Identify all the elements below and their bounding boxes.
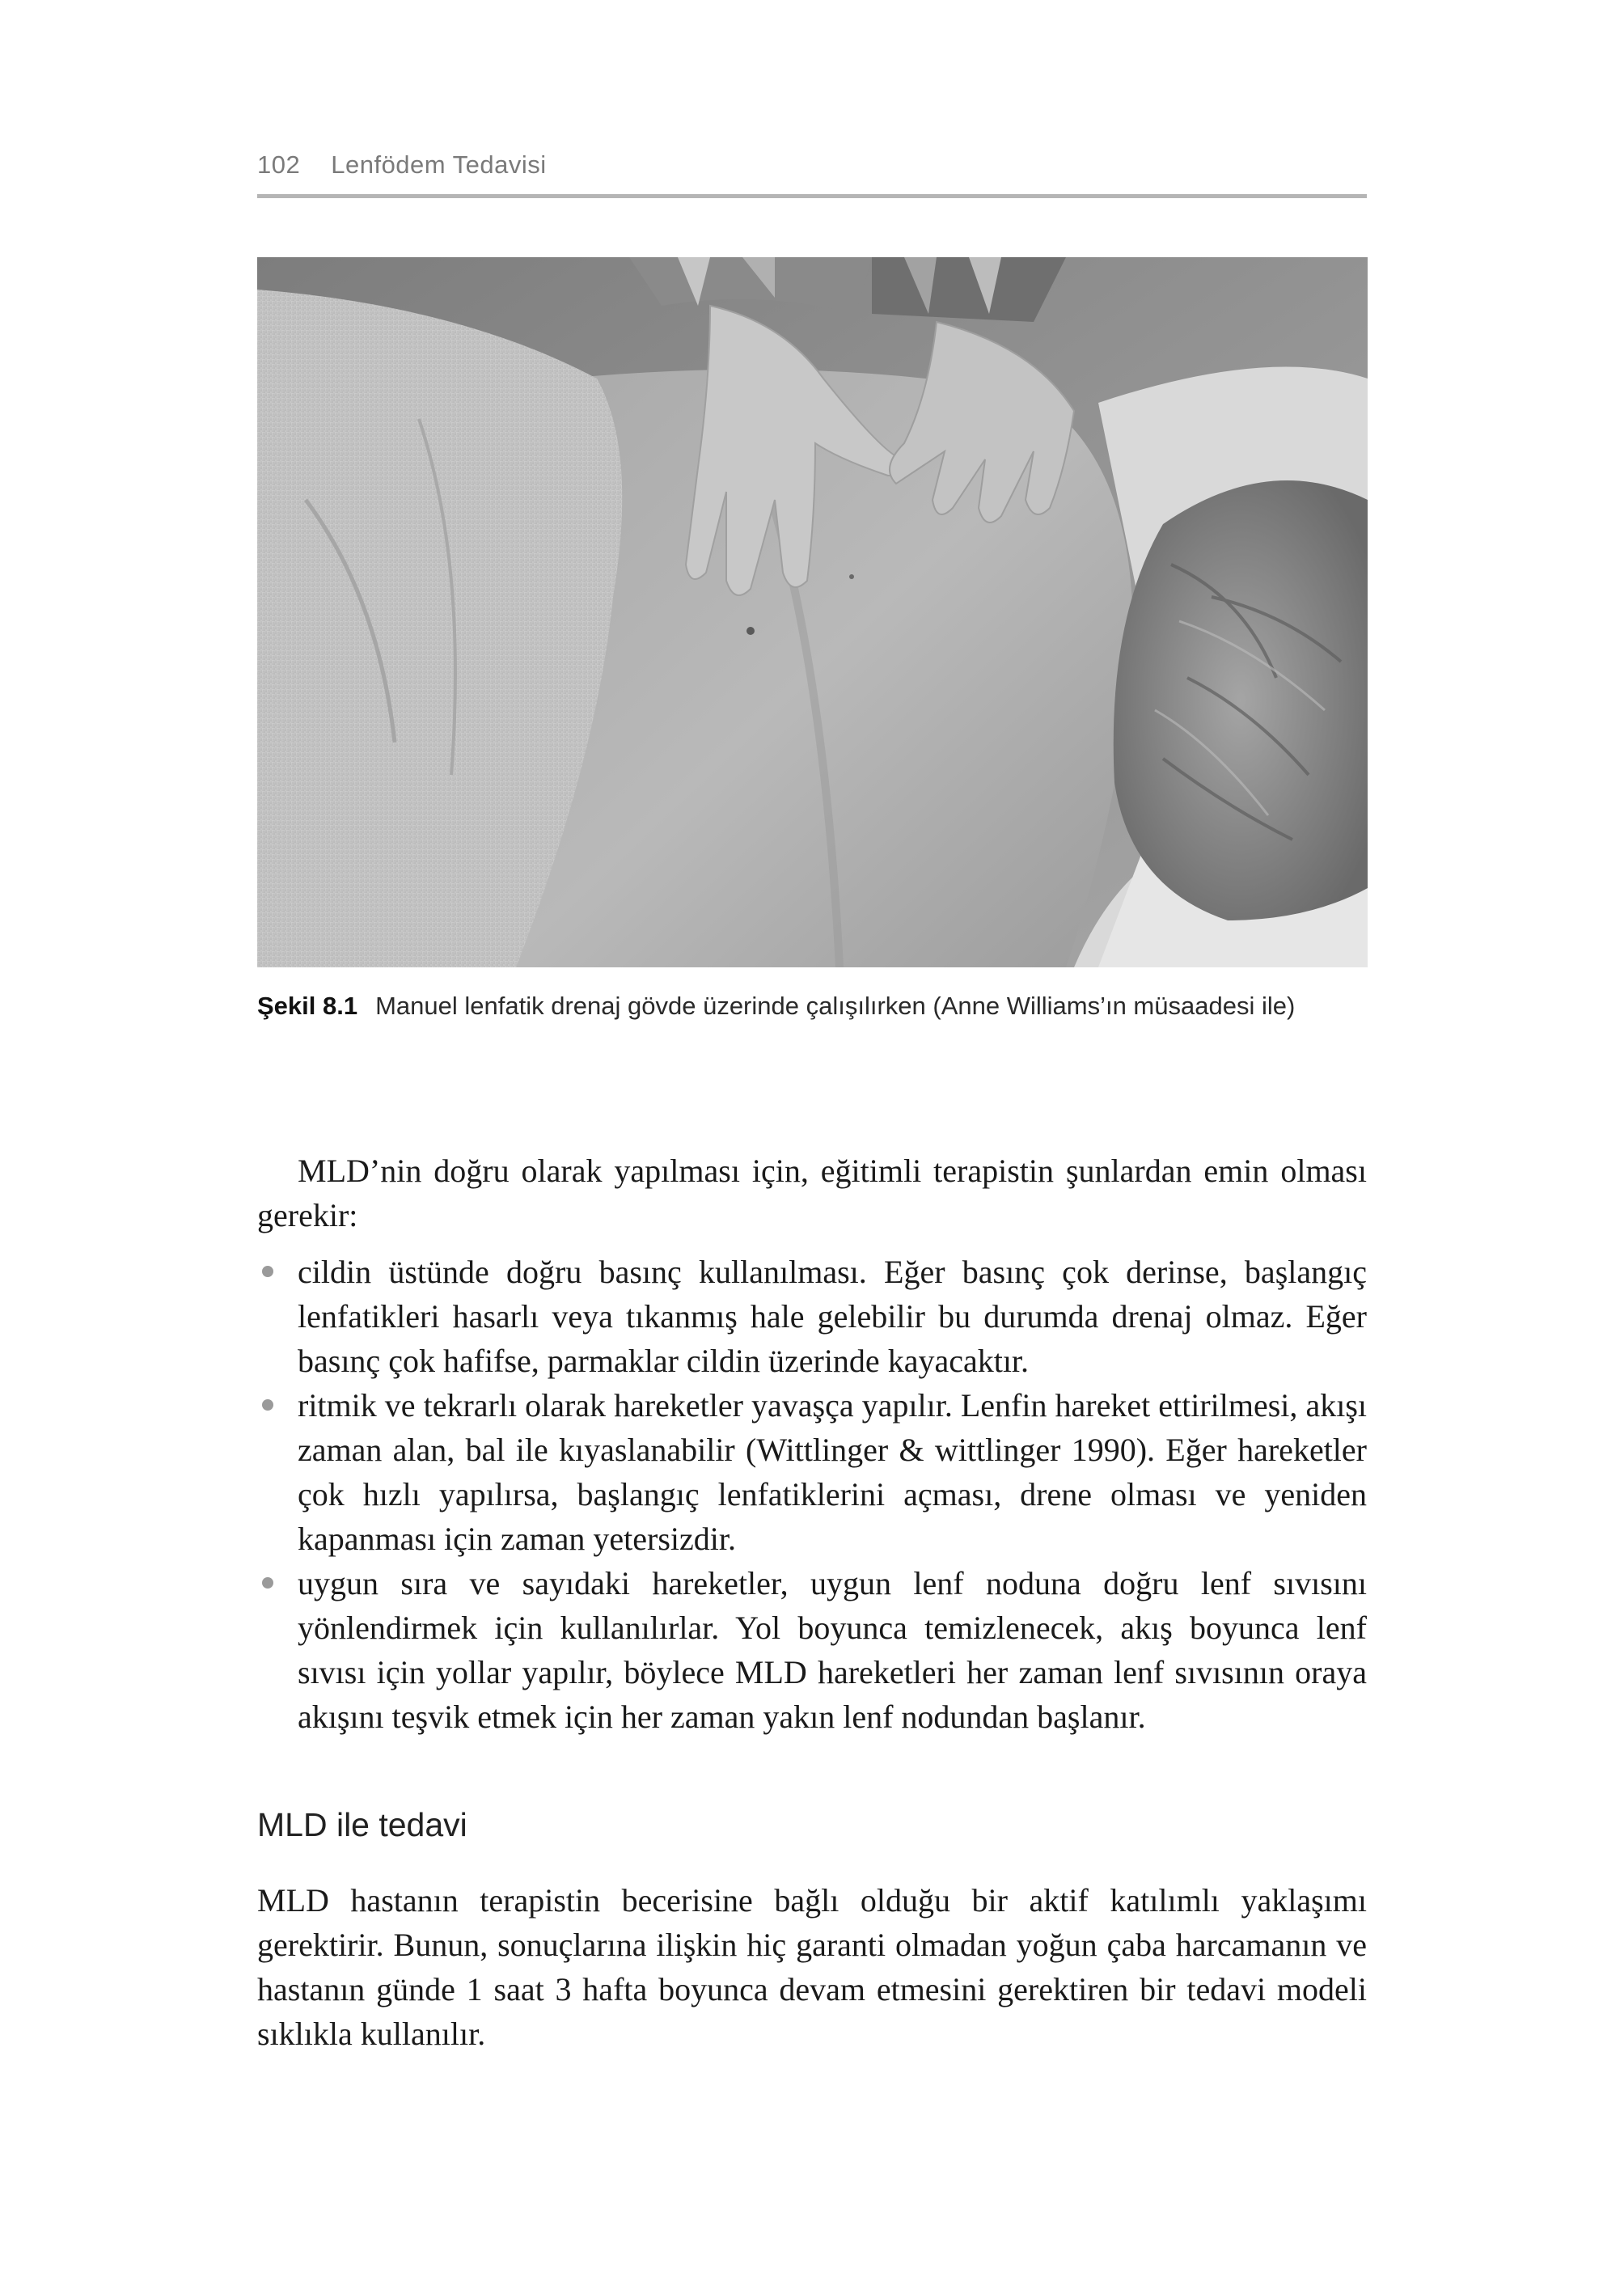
intro-paragraph: MLD’nin doğru olarak yapılması için, eğitimli terapistin şunlardan emin olması gerekir:: [257, 1153, 1367, 1233]
header-rule: [257, 194, 1367, 198]
bullet-list: [257, 1250, 1367, 1739]
bullet-item: [257, 1561, 1367, 1739]
bullet-text: ritmik ve tekrarlı olarak hareketler yavaşça yapılır. Lenfin hareket ettirilmesi, akışı zaman alan, bal ile kıyaslanabilir (Wittlinger & wittlinger 1990). Eğer hareketler çok hızlı yapılırsa, başlangıç lenfatiklerini açması, drene olması ve yeniden kapanması için zaman yetersizdir.: [298, 1387, 1367, 1557]
section-paragraph: MLD hastanın terapistin becerisine bağlı olduğu bir aktif katılımlı yaklaşımı gerektirir. Bunun, sonuçlarına ilişkin hiç garanti olmadan yoğun çaba harcamanın ve hastanın günde 1 saat 3 hafta boyunca devam etmesini gerektiren bir tedavi modeli sıklıkla kullanılır.: [257, 1882, 1367, 2052]
figure-photo: [257, 257, 1368, 967]
bullet-dot-icon: [262, 1266, 273, 1277]
page-number: 102: [257, 150, 301, 179]
running-header: [257, 150, 1367, 199]
massage-photo-illustration: [257, 257, 1368, 967]
bullet-text: cildin üstünde doğru basınç kullanılması. Eğer basınç çok derinse, başlangıç lenfatikleri hasarlı veya tıkanmış hale gelebilir bu durumda drenaj olmaz. Eğer basınç çok hafifse, parmaklar cildin üzerinde kayacaktır.: [298, 1254, 1367, 1379]
figure-label: Şekil 8.1: [257, 992, 358, 1020]
bullet-text: uygun sıra ve sayıdaki hareketler, uygun lenf noduna doğru lenf sıvısını yönlendirmek için kullanılırlar. Yol boyunca temizlenecek, akış boyunca lenf sıvısı için yollar yapılır, böylece MLD hareketleri her zaman lenf sıvısının oraya akışını teşvik etmek için her zaman yakın lenf nodundan başlanır.: [298, 1565, 1367, 1735]
bullet-dot-icon: [262, 1577, 273, 1589]
section-heading: MLD ile tedavi: [257, 1806, 467, 1843]
figure-caption: [257, 988, 1367, 1024]
figure-caption-text: Manuel lenfatik drenaj gövde üzerinde çalışılırken (Anne Williams’ın müsaadesi ile): [375, 992, 1296, 1020]
bullet-dot-icon: [262, 1399, 273, 1411]
bullet-item: [257, 1250, 1367, 1383]
running-title: Lenfödem Tedavisi: [331, 150, 547, 179]
bullet-item: [257, 1383, 1367, 1561]
